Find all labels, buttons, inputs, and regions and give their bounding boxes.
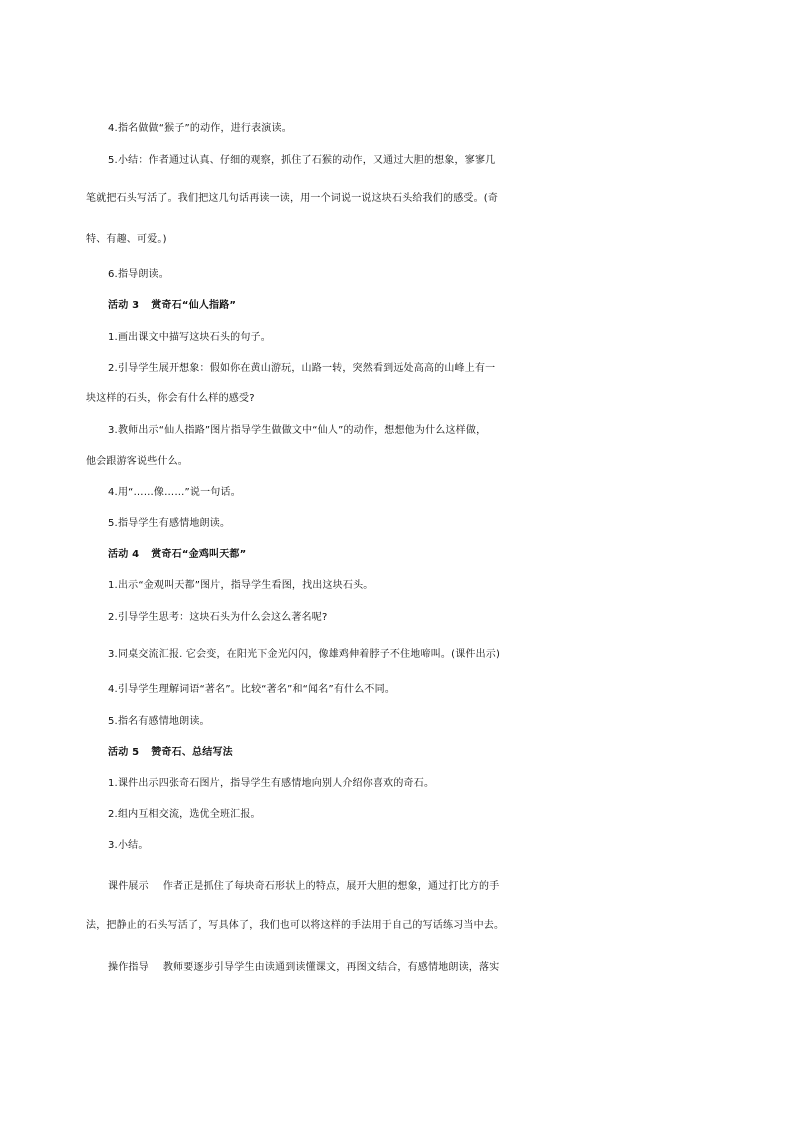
activity-5-heading xyxy=(0,743,794,763)
note-text: 教师要逐步引导学生由读通到读懂课文，再图文结合，有感情地朗读，落实 xyxy=(162,962,500,973)
courseware-note xyxy=(0,877,794,897)
activity-label: 活动 4 xyxy=(108,549,140,560)
paragraph-line: 1.出示“金观叫天都”图片，指导学生看图，找出这块石头。 xyxy=(108,580,374,591)
paragraph-line: 法，把静止的石头写活了，写具体了，我们也可以将这样的手法用于自己的写话练习当中去。 xyxy=(86,920,505,931)
activity-3-heading xyxy=(0,296,794,316)
paragraph-line: 特、有趣、可爱。) xyxy=(86,234,167,245)
note-text: 作者正是抓住了每块奇石形状上的特点，展开大胆的想象，通过打比方的手 xyxy=(162,881,500,892)
paragraph-line: 5.指名有感情地朗读。 xyxy=(108,716,210,727)
paragraph-line: 笔就把石头写活了。我们把这几句话再读一读，用一个词说一说这块石头给我们的感受。(奇 xyxy=(86,193,499,204)
paragraph-line: 6.指导朗读。 xyxy=(108,269,169,280)
paragraph-line: 4.引导学生理解词语“著名”。比较“著名”和“闻名”有什么不同。 xyxy=(108,684,396,695)
activity-4-heading xyxy=(0,545,794,565)
paragraph-line: 2.引导学生展开想象：假如你在黄山游玩，山路一转，突然看到远处高高的山峰上有一 xyxy=(108,363,496,374)
note-label: 课件展示 xyxy=(108,881,149,892)
paragraph-line: 4.指名做做“猴子”的动作，进行表演读。 xyxy=(108,123,292,134)
paragraph-line: 3.小结。 xyxy=(108,840,149,851)
paragraph-line: 2.引导学生思考：这块石头为什么会这么著名呢? xyxy=(108,612,328,623)
paragraph-line: 1.画出课文中描写这块石头的句子。 xyxy=(108,332,271,343)
paragraph-line: 5.指导学生有感情地朗读。 xyxy=(108,518,231,529)
paragraph-line: 块这样的石头，你会有什么样的感受? xyxy=(86,393,255,404)
activity-title: 赞奇石、总结写法 xyxy=(151,747,233,758)
paragraph-line: 2.组内互相交流，选优全班汇报。 xyxy=(108,809,261,820)
activity-label: 活动 5 xyxy=(108,747,140,758)
guide-note xyxy=(0,958,794,978)
paragraph-line: 他会跟游客说些什么。 xyxy=(86,456,188,467)
activity-label: 活动 3 xyxy=(108,300,140,311)
paragraph-line: 3.同桌交流汇报. 它会变，在阳光下金光闪闪，像雄鸡伸着脖子不住地啼叫。(课件出示) xyxy=(108,649,501,660)
note-label: 操作指导 xyxy=(108,962,149,973)
activity-title: 赏奇石“金鸡叫天都” xyxy=(151,549,247,560)
paragraph-line: 3.教师出示“仙人指路”图片指导学生做做文中“仙人”的动作，想想他为什么这样做， xyxy=(108,425,487,436)
activity-title: 赏奇石“仙人指路” xyxy=(151,300,237,311)
paragraph-line: 5.小结：作者通过认真、仔细的观察，抓住了石猴的动作，又通过大胆的想象，寥寥几 xyxy=(108,155,496,166)
paragraph-line: 1.课件出示四张奇石图片，指导学生有感情地向别人介绍你喜欢的奇石。 xyxy=(108,778,435,789)
paragraph-line: 4.用“……像……”说一句话。 xyxy=(108,487,241,498)
